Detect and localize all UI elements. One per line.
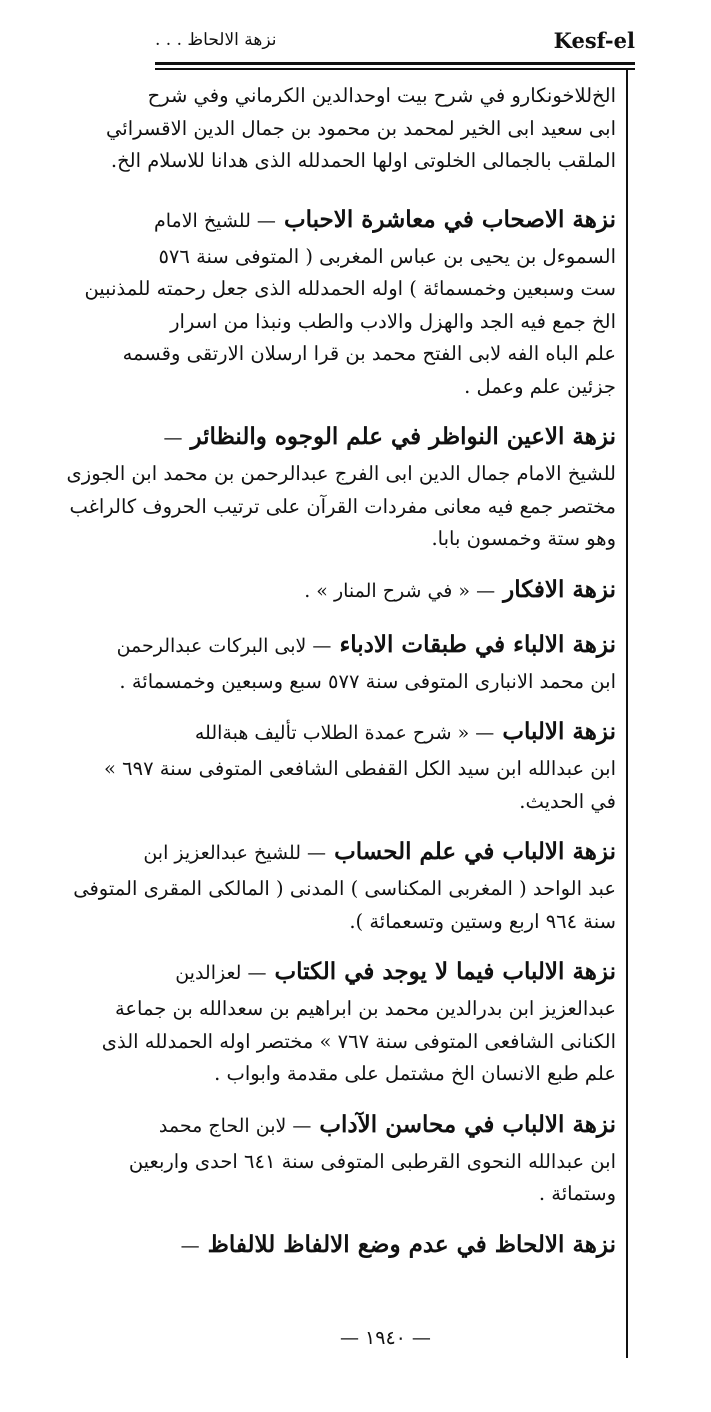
text-line: مختصر جمع فيه معانى مفردات القرآن على ترتيب الحروف كالراغب	[69, 494, 616, 518]
text-line: علم طبع الانسان الخ مشتمل على مقدمة وابواب .	[214, 1062, 616, 1085]
entry-heading: نزهة الالباب في علم الحساب — للشيخ عبدالعزيز ابن	[143, 838, 616, 865]
entry-heading: نزهة الالباب فيما لا يوجد في الكتاب — لعزالدين	[175, 958, 616, 985]
text-line: جزئين علم وعمل .	[464, 374, 616, 398]
text-line: ابن عبدالله ابن سيد الكل القفطى الشافعى المتوفى سنة ٦٩٧ »	[104, 757, 616, 780]
entry	[66, 417, 616, 556]
entry	[116, 625, 616, 699]
text-line: ابى سعيد ابى الخير لمحمد بن محمود بن جمال الدين الاقسرائي	[106, 116, 616, 140]
text-line: الخ جمع فيه الجد والهزل والادب والطب ونبذا من اسرار	[170, 309, 616, 333]
margin-line	[626, 70, 628, 1358]
entry-heading: نزهة الالباء في طبقات الادباء — لابى البركات عبدالرحمن	[116, 630, 616, 658]
page-body	[66, 80, 616, 1266]
text-line: الكنانى الشافعى المتوفى سنة ٧٦٧ » مختصر اوله الحمدلله الذى	[101, 1029, 616, 1053]
entry-heading: نزهة الالباب — « شرح عمدة الطلاب تأليف هبةالله	[194, 718, 616, 745]
text-line: سنة ٩٦٤ اربع وستين وتسعمائة ).	[349, 909, 616, 933]
text-line: للشيخ الامام جمال الدين ابى الفرج عبدالرحمن بن محمد ابن الجوزى	[66, 462, 616, 485]
entry-heading: نزهة الالباب في محاسن الآداب — لابن الحاج محمد	[158, 1110, 616, 1138]
entry	[101, 952, 616, 1091]
entry	[104, 712, 616, 818]
text-line: السموءل بن يحيى بن عباس المغربى ( المتوفى سنة ٥٧٦	[158, 244, 616, 268]
text-line: عبدالعزيز ابن بدرالدين محمد بن ابراهيم بن سعدالله بن جماعة	[114, 997, 616, 1020]
entry	[128, 1105, 616, 1211]
text-line: ست وسبعين وخمسمائة ) اوله الحمدلله الذى جعل رحمته للمذنبين	[84, 277, 616, 300]
entry	[160, 570, 616, 611]
page-number: — ١٩٤٠ —	[340, 1327, 431, 1349]
entry-heading: نزهة الالحاظ في عدم وضع الالفاظ للالفاظ —	[180, 1230, 616, 1258]
text-line: ابن محمد الانبارى المتوفى سنة ٥٧٧ سبع وسبعين وخمسمائة .	[119, 669, 616, 693]
text-line: الملقب بالجمالى الخلوتى اولها الحمدلله الذى هدانا للاسلام الخ.	[110, 149, 616, 172]
text-line: في الحديث.	[519, 789, 616, 813]
entry	[160, 1225, 616, 1266]
entry-heading: نزهة الافكار — « في شرح المنار » .	[304, 575, 616, 603]
entry-heading: نزهة الاعين النواظر في علم الوجوه والنظائر —	[163, 423, 616, 450]
text-line: ابن عبدالله النحوى القرطبى المتوفى سنة ٦٤١ احدى واربعين	[128, 1149, 616, 1173]
text-line: الخ‌للاخونكارو في شرح بيت اوحدالدين الكرماني وفي شرح	[147, 84, 616, 107]
book-title: Kesf-el	[553, 28, 635, 53]
text-line: علم الباه الفه لابى الفتح محمد بن قرا ارسلان الارتقى وقسمه	[122, 342, 616, 365]
header-rule-bottom	[155, 68, 635, 70]
header-rule-top	[155, 62, 635, 65]
text-line: وستمائة .	[538, 1182, 616, 1205]
entry	[84, 200, 616, 404]
text-line: وهو ستة وخمسون بابا.	[431, 527, 616, 550]
text-line: عبد الواحد ( المغربى المكناسى ) المدنى ( المالكى المقرى المتوفى	[73, 877, 616, 900]
entry	[73, 832, 616, 938]
running-head: نزهة الالحاظ . . .	[155, 30, 277, 50]
page-header	[155, 28, 635, 58]
entry-heading: نزهة الاصحاب في معاشرة الاحباب — للشيخ الامام	[153, 205, 616, 233]
entry-continuation	[106, 80, 616, 178]
